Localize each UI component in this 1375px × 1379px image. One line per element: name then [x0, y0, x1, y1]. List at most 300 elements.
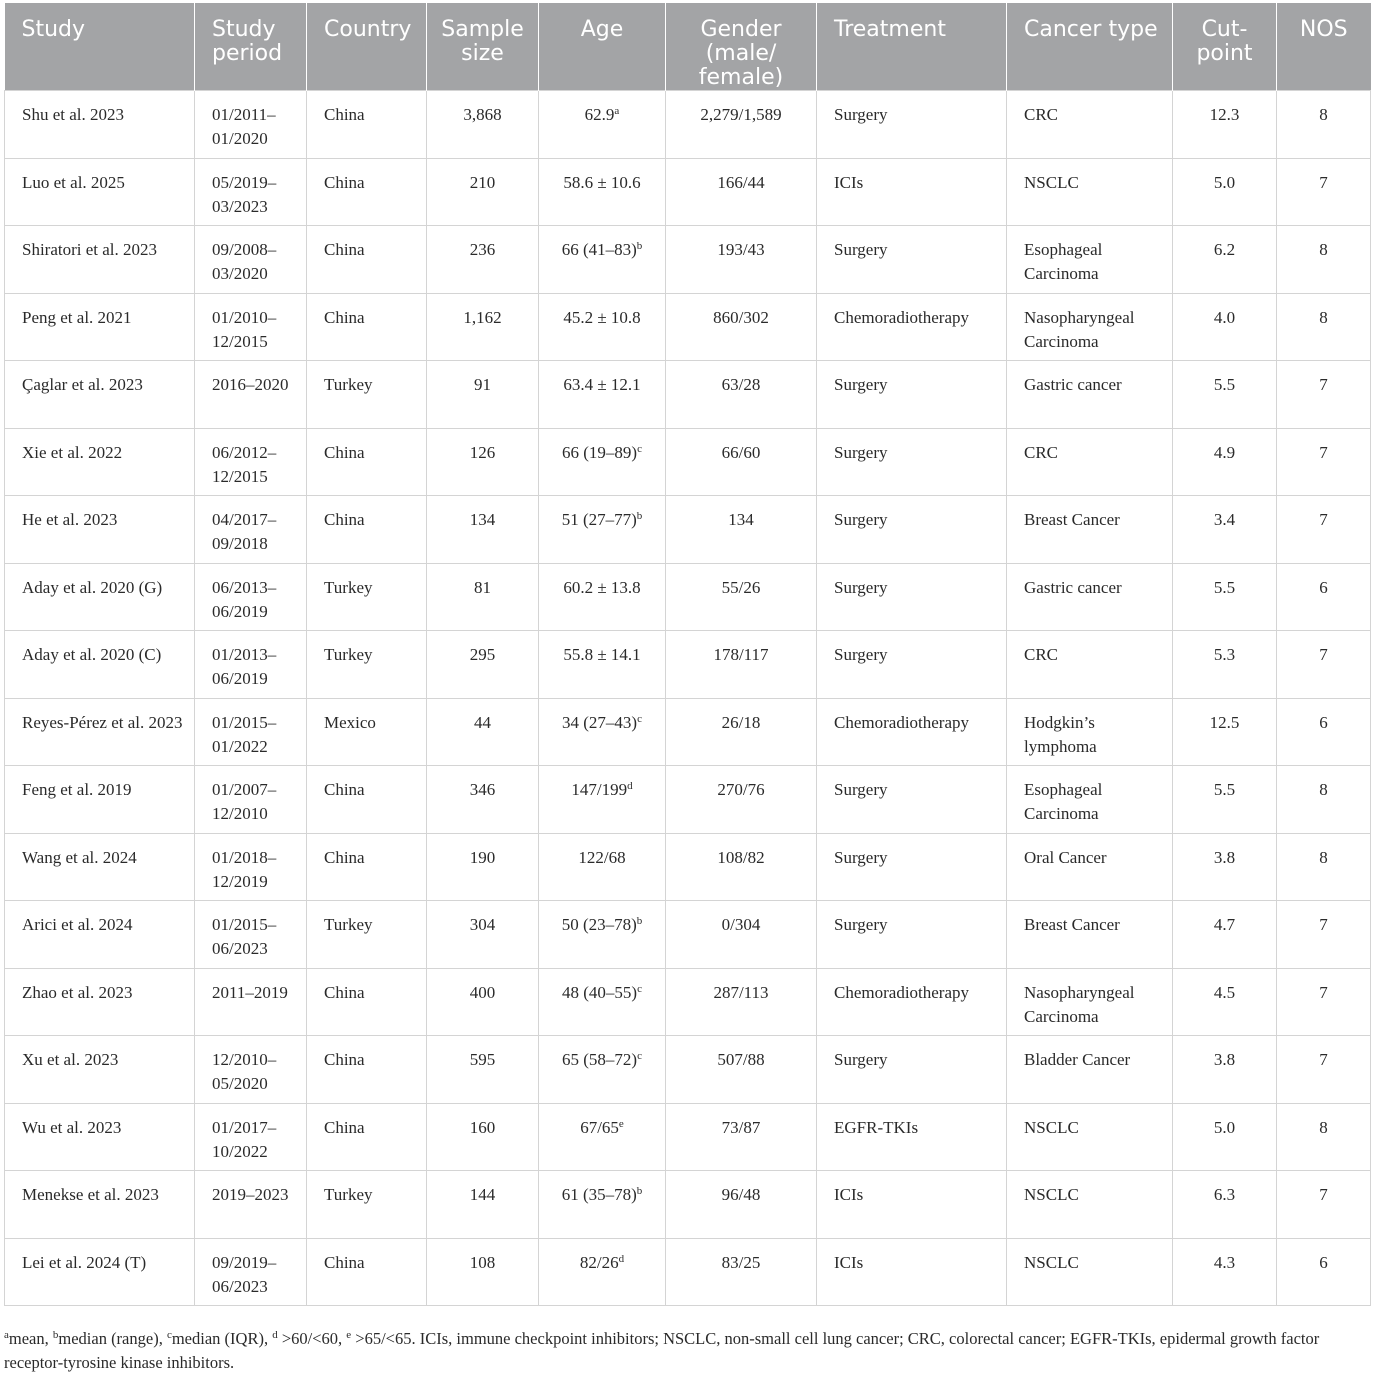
cell-study-text: Shu et al. 2023 [22, 105, 124, 124]
footnote-mark: c [166, 1329, 172, 1341]
cell-cancer-type [1007, 496, 1173, 564]
cell-country [307, 158, 427, 226]
cell-cancer-type-text: CRC [1024, 442, 1059, 462]
cell-gender-text: 55/26 [721, 577, 761, 597]
cell-country [307, 1238, 427, 1306]
cell-treatment-text: Surgery [834, 847, 888, 867]
cell-sample-size-text: 236 [469, 240, 496, 259]
cell-cut-point-text: 12.5 [1209, 712, 1240, 732]
cell-cancer-type-text: Nasopharyngeal Carcinoma [1024, 982, 1135, 1026]
cell-study [5, 428, 195, 496]
cell-cancer-type-text: NSCLC [1024, 172, 1079, 192]
cell-cut-point-text: 12.3 [1209, 105, 1240, 124]
cell-country-text: China [324, 240, 365, 259]
cell-country-text: China [324, 780, 365, 799]
cell-country-text: China [324, 1050, 365, 1069]
footnote-mark: c [637, 1050, 642, 1062]
cell-treatment-text: Surgery [834, 1050, 888, 1069]
cell-sample-size-text: 210 [469, 172, 496, 192]
cell-nos [1277, 361, 1371, 429]
cell-gender [666, 158, 817, 226]
cell-sample-size [427, 293, 539, 361]
cell-study-period-text: 06/2013–06/2019 [212, 577, 277, 621]
cell-treatment-text: Surgery [834, 780, 888, 799]
cell-age [539, 968, 666, 1036]
cell-cut-point-text: 3.8 [1213, 847, 1236, 867]
cell-treatment-text: Chemoradiotherapy [834, 982, 970, 1002]
cell-nos [1277, 1036, 1371, 1104]
cell-study-period-text: 01/2018–12/2019 [212, 847, 277, 891]
cell-cut-point [1173, 1036, 1277, 1104]
cell-gender [666, 1238, 817, 1306]
cell-country-text: China [324, 442, 365, 462]
cell-age-text: 34 (27–43) [562, 712, 638, 732]
cell-nos-text: 8 [1319, 1117, 1328, 1137]
cell-study [5, 1036, 195, 1104]
cell-country [307, 293, 427, 361]
cell-study-text: Lei et al. 2024 (T) [22, 1252, 147, 1272]
cell-treatment [817, 833, 1007, 901]
cell-study-period-text: 12/2010–05/2020 [212, 1050, 277, 1093]
footnote-text: >60/<60, [277, 1329, 347, 1348]
cell-cancer-type-text: Nasopharyngeal Carcinoma [1024, 307, 1135, 351]
cell-sample-size-text: 44 [474, 712, 491, 732]
cell-gender [666, 563, 817, 631]
cell-nos [1277, 293, 1371, 361]
cell-cut-point [1173, 563, 1277, 631]
footnote-mark: a [4, 1329, 9, 1341]
cell-country [307, 496, 427, 564]
cell-study-text: He et al. 2023 [22, 510, 118, 529]
footnote-mark: e [346, 1329, 352, 1341]
footnote-mark: c [637, 982, 642, 995]
cell-sample-size-text: 190 [469, 847, 496, 867]
table-footnote [4, 1327, 1370, 1375]
cell-study [5, 698, 195, 766]
cell-treatment [817, 1238, 1007, 1306]
cell-cancer-type-text: Gastric cancer [1024, 375, 1122, 394]
cell-treatment [817, 226, 1007, 294]
cell-study [5, 901, 195, 969]
cell-nos [1277, 1171, 1371, 1239]
cell-study-text: Menekse et al. 2023 [22, 1185, 159, 1204]
cell-sample-size-text: 108 [469, 1252, 496, 1272]
cell-study-period [195, 563, 307, 631]
cell-sample-size-text: 1,162 [463, 307, 502, 327]
cell-cancer-type [1007, 293, 1173, 361]
cell-cancer-type [1007, 833, 1173, 901]
cell-study-text: Shiratori et al. 2023 [22, 240, 158, 259]
cell-gender-text: 287/113 [713, 982, 769, 1002]
table-body [5, 91, 1371, 1306]
cell-sample-size [427, 428, 539, 496]
cell-study-period [195, 631, 307, 699]
cell-study-text: Çaglar et al. 2023 [22, 375, 143, 394]
cell-study-period-text: 09/2008–03/2020 [212, 240, 277, 283]
cell-age [539, 91, 666, 159]
cell-treatment-text: Chemoradiotherapy [834, 712, 970, 732]
cell-study-period-text: 2016–2020 [212, 375, 289, 394]
cell-sample-size-text: 126 [469, 442, 496, 462]
cell-study-text: Peng et al. 2021 [22, 307, 132, 327]
cell-nos-text: 7 [1319, 915, 1328, 934]
cell-cut-point-text: 3.8 [1213, 1050, 1236, 1069]
cell-cut-point-text: 5.5 [1213, 780, 1236, 799]
cell-nos-text: 8 [1319, 307, 1328, 327]
cell-age [539, 226, 666, 294]
cell-cancer-type [1007, 91, 1173, 159]
footnote-mark: b [636, 1185, 643, 1197]
cell-study-text: Arici et al. 2024 [22, 915, 133, 934]
cell-study-period [195, 91, 307, 159]
cell-cancer-type [1007, 226, 1173, 294]
cell-study [5, 766, 195, 834]
cell-treatment-text: Surgery [834, 577, 888, 597]
cell-gender [666, 91, 817, 159]
cell-treatment-text: ICIs [834, 1252, 864, 1272]
cell-country [307, 563, 427, 631]
cell-cancer-type [1007, 1036, 1173, 1104]
cell-cancer-type-text: NSCLC [1024, 1252, 1079, 1272]
cell-cancer-type [1007, 1238, 1173, 1306]
cell-sample-size [427, 563, 539, 631]
table-row [5, 563, 1371, 631]
table-row [5, 631, 1371, 699]
cell-sample-size [427, 631, 539, 699]
cell-treatment [817, 361, 1007, 429]
cell-cancer-type-text: NSCLC [1024, 1117, 1079, 1137]
cell-treatment [817, 1103, 1007, 1171]
cell-gender-text: 83/25 [721, 1252, 761, 1272]
footnote-text: >65/<65. ICIs, immune checkpoint inhibitors; NSCLC, non-small cell lung cancer; CRC, colorectal cancer; EGFR-TKIs, epidermal growth factor receptor-tyrosine kinase inhibitors. [4, 1329, 1320, 1372]
cell-sample-size-text: 595 [469, 1050, 496, 1069]
cell-sample-size-text: 134 [469, 510, 496, 529]
cell-cancer-type-text: Bladder Cancer [1024, 1050, 1131, 1069]
footnote-text: mean, [8, 1329, 53, 1348]
footnote-mark: a [614, 105, 620, 117]
cell-nos-text: 6 [1319, 1252, 1328, 1272]
cell-nos [1277, 1103, 1371, 1171]
cell-study-text: Aday et al. 2020 (C) [22, 645, 162, 664]
cell-country [307, 968, 427, 1036]
header-cancer-type: Cancer type [1007, 3, 1173, 91]
cell-gender [666, 226, 817, 294]
cell-treatment [817, 496, 1007, 564]
cell-sample-size-text: 144 [469, 1185, 496, 1204]
cell-cut-point-text: 5.5 [1213, 577, 1236, 597]
cell-gender [666, 293, 817, 361]
cell-cancer-type [1007, 563, 1173, 631]
cell-cut-point-text: 4.9 [1213, 442, 1236, 462]
footnote-text: median (IQR), [171, 1329, 273, 1348]
cell-country [307, 1171, 427, 1239]
cell-study [5, 226, 195, 294]
cell-gender [666, 698, 817, 766]
cell-sample-size-text: 3,868 [463, 105, 502, 124]
cell-study-period-text: 01/2015–06/2023 [212, 915, 277, 958]
cell-age-text: 66 (41–83) [561, 240, 637, 259]
cell-sample-size [427, 1036, 539, 1104]
cell-country [307, 901, 427, 969]
cell-gender [666, 428, 817, 496]
cell-sample-size [427, 968, 539, 1036]
cell-study-period-text: 09/2019–06/2023 [212, 1252, 277, 1296]
cell-cut-point [1173, 1171, 1277, 1239]
cell-gender-text: 66/60 [721, 442, 761, 462]
cell-age [539, 428, 666, 496]
cell-nos [1277, 766, 1371, 834]
cell-gender [666, 1036, 817, 1104]
header-gender: Gender (male/ female) [666, 3, 817, 91]
cell-nos [1277, 158, 1371, 226]
cell-cancer-type [1007, 968, 1173, 1036]
cell-study-period-text: 2011–2019 [212, 982, 288, 1002]
cell-cut-point-text: 5.0 [1213, 1117, 1236, 1137]
cell-cut-point-text: 6.3 [1213, 1185, 1236, 1204]
cell-cancer-type-text: NSCLC [1024, 1185, 1079, 1204]
cell-nos-text: 7 [1319, 645, 1328, 664]
header-sample-size: Sample size [427, 3, 539, 91]
header-study: Study [5, 3, 195, 91]
cell-treatment [817, 563, 1007, 631]
cell-treatment [817, 293, 1007, 361]
table-row [5, 698, 1371, 766]
footnote-mark: b [636, 240, 643, 252]
cell-study [5, 496, 195, 564]
cell-country-text: Turkey [324, 1185, 373, 1204]
cell-nos [1277, 631, 1371, 699]
cell-age-text: 50 (23–78) [561, 915, 637, 934]
cell-cancer-type-text: CRC [1024, 105, 1059, 124]
cell-cut-point [1173, 361, 1277, 429]
table-row [5, 428, 1371, 496]
cell-gender [666, 833, 817, 901]
cell-nos-text: 8 [1319, 847, 1328, 867]
cell-cut-point-text: 5.0 [1213, 172, 1236, 192]
cell-age-text: 82/26 [579, 1252, 619, 1272]
cell-treatment [817, 968, 1007, 1036]
table-row [5, 1238, 1371, 1306]
table-row [5, 1171, 1371, 1239]
cell-sample-size [427, 91, 539, 159]
cell-cut-point [1173, 901, 1277, 969]
cell-cut-point [1173, 496, 1277, 564]
cell-study [5, 158, 195, 226]
cell-study-period [195, 1036, 307, 1104]
cell-treatment-text: Surgery [834, 105, 888, 124]
cell-study [5, 293, 195, 361]
cell-study [5, 1171, 195, 1239]
cell-age [539, 496, 666, 564]
cell-treatment [817, 428, 1007, 496]
cell-cancer-type [1007, 698, 1173, 766]
cell-gender [666, 631, 817, 699]
cell-country [307, 226, 427, 294]
cell-country [307, 631, 427, 699]
cell-cancer-type [1007, 428, 1173, 496]
cell-treatment-text: Surgery [834, 510, 888, 529]
cell-sample-size-text: 160 [469, 1117, 496, 1137]
cell-age-text: 63.4 ± 12.1 [563, 375, 641, 394]
footnote-mark: b [636, 510, 643, 522]
cell-age-text: 48 (40–55) [562, 982, 638, 1002]
cell-age-text: 45.2 ± 10.8 [563, 307, 641, 327]
cell-country [307, 833, 427, 901]
cell-treatment [817, 766, 1007, 834]
cell-age [539, 698, 666, 766]
cell-nos-text: 7 [1319, 510, 1328, 529]
cell-study-period [195, 901, 307, 969]
cell-cancer-type [1007, 1171, 1173, 1239]
cell-age [539, 361, 666, 429]
cell-study-period-text: 01/2015–01/2022 [212, 712, 277, 756]
cell-study-period [195, 293, 307, 361]
cell-study [5, 1103, 195, 1171]
table-row [5, 361, 1371, 429]
cell-study-text: Wang et al. 2024 [22, 847, 137, 867]
cell-study-text: Reyes-Pérez et al. 2023 [22, 712, 183, 732]
cell-age [539, 833, 666, 901]
cell-sample-size [427, 361, 539, 429]
cell-cancer-type [1007, 1103, 1173, 1171]
cell-cut-point [1173, 158, 1277, 226]
cell-cancer-type-text: Breast Cancer [1024, 915, 1120, 934]
cell-country-text: Mexico [324, 712, 376, 732]
cell-country-text: China [324, 307, 365, 327]
cell-age [539, 1036, 666, 1104]
cell-cut-point-text: 4.3 [1213, 1252, 1236, 1272]
cell-sample-size-text: 304 [469, 915, 496, 934]
cell-nos [1277, 901, 1371, 969]
cell-treatment [817, 1036, 1007, 1104]
cell-study-period [195, 1238, 307, 1306]
cell-cut-point [1173, 226, 1277, 294]
cell-age-text: 122/68 [578, 847, 626, 867]
footnote-text: median (range), [58, 1329, 167, 1348]
cell-cancer-type-text: Gastric cancer [1024, 577, 1122, 597]
cell-sample-size [427, 226, 539, 294]
cell-treatment [817, 91, 1007, 159]
cell-age [539, 766, 666, 834]
cell-gender-text: 860/302 [713, 307, 769, 327]
cell-nos [1277, 833, 1371, 901]
cell-country-text: China [324, 847, 365, 867]
footnote-mark: c [637, 442, 642, 455]
cell-treatment [817, 698, 1007, 766]
cell-nos [1277, 91, 1371, 159]
cell-nos-text: 7 [1319, 442, 1328, 462]
cell-sample-size [427, 698, 539, 766]
cell-treatment-text: Surgery [834, 375, 888, 394]
cell-gender-text: 2,279/1,589 [700, 105, 782, 124]
footnote-mark: e [618, 1117, 624, 1130]
table-row [5, 901, 1371, 969]
cell-gender-text: 0/304 [721, 915, 761, 934]
cell-sample-size-text: 346 [469, 780, 496, 799]
cell-study-text: Xie et al. 2022 [22, 442, 123, 462]
cell-cut-point [1173, 766, 1277, 834]
cell-cancer-type-text: Hodgkin’s lymphoma [1024, 712, 1097, 756]
cell-study-period [195, 496, 307, 564]
cell-study-text: Xu et al. 2023 [22, 1050, 119, 1069]
cell-study [5, 91, 195, 159]
cell-age-text: 61 (35–78) [561, 1185, 637, 1204]
header-study-period: Study period [195, 3, 307, 91]
cell-treatment-text: Chemoradiotherapy [834, 307, 970, 327]
cell-treatment-text: Surgery [834, 240, 888, 259]
header-treatment: Treatment [817, 3, 1007, 91]
cell-treatment [817, 631, 1007, 699]
cell-cut-point [1173, 698, 1277, 766]
study-characteristics-table [4, 3, 1371, 1306]
cell-study-period-text: 06/2012–12/2015 [212, 442, 277, 486]
cell-study-period-text: 2019–2023 [212, 1185, 289, 1204]
cell-nos-text: 7 [1319, 1050, 1328, 1069]
table-row [5, 293, 1371, 361]
cell-nos [1277, 563, 1371, 631]
cell-age-text: 55.8 ± 14.1 [563, 645, 641, 664]
cell-cut-point-text: 3.4 [1213, 510, 1236, 529]
cell-nos [1277, 698, 1371, 766]
cell-nos-text: 8 [1319, 105, 1328, 124]
cell-study-period-text: 01/2011–01/2020 [212, 105, 276, 148]
cell-gender-text: 166/44 [717, 172, 765, 192]
table-row [5, 1036, 1371, 1104]
cell-age-text: 147/199 [571, 780, 628, 799]
cell-age-text: 51 (27–77) [561, 510, 637, 529]
cell-cancer-type [1007, 361, 1173, 429]
table-row [5, 158, 1371, 226]
table-row [5, 766, 1371, 834]
cell-country [307, 91, 427, 159]
cell-study-text: Aday et al. 2020 (G) [22, 577, 163, 597]
header-cut-point: Cut-point [1173, 3, 1277, 91]
cell-study-period-text: 01/2017–10/2022 [212, 1117, 277, 1161]
cell-gender-text: 193/43 [717, 240, 765, 259]
footnote-mark: d [272, 1329, 278, 1341]
cell-study-period [195, 1103, 307, 1171]
cell-gender-text: 178/117 [713, 645, 769, 664]
cell-cancer-type-text: CRC [1024, 645, 1059, 664]
cell-treatment-text: ICIs [834, 172, 864, 192]
cell-treatment-text: Surgery [834, 442, 888, 462]
cell-treatment [817, 158, 1007, 226]
cell-country-text: China [324, 1117, 365, 1137]
cell-sample-size [427, 496, 539, 564]
cell-age [539, 1103, 666, 1171]
cell-age-text: 58.6 ± 10.6 [563, 172, 641, 192]
cell-treatment [817, 901, 1007, 969]
cell-cut-point [1173, 631, 1277, 699]
cell-gender-text: 73/87 [721, 1117, 761, 1137]
header-row [5, 3, 1371, 91]
cell-gender-text: 63/28 [721, 375, 761, 394]
cell-cancer-type [1007, 158, 1173, 226]
cell-study-period [195, 226, 307, 294]
cell-country-text: China [324, 1252, 365, 1272]
cell-cut-point-text: 4.7 [1213, 915, 1236, 934]
cell-gender-text: 26/18 [721, 712, 761, 732]
cell-age-text: 65 (58–72) [562, 1050, 638, 1069]
cell-nos-text: 8 [1319, 240, 1328, 259]
cell-age-text: 62.9 [584, 105, 615, 124]
cell-nos [1277, 968, 1371, 1036]
cell-gender-text: 108/82 [717, 847, 765, 867]
cell-gender [666, 901, 817, 969]
cell-nos-text: 7 [1319, 1185, 1328, 1204]
cell-cut-point [1173, 1238, 1277, 1306]
cell-nos-text: 8 [1319, 780, 1328, 799]
